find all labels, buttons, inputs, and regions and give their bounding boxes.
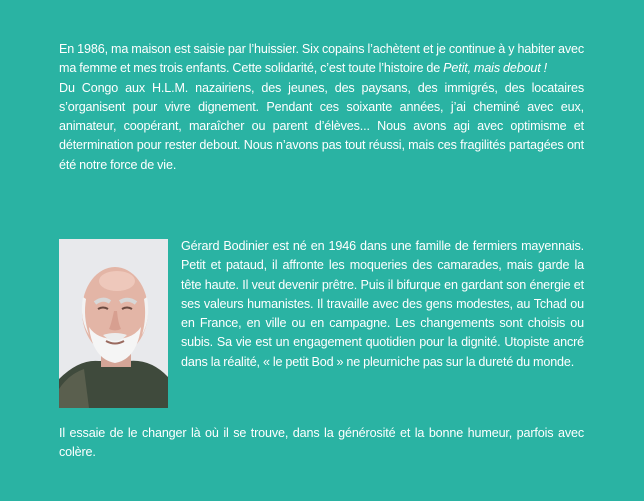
author-bio-tail bbox=[59, 424, 584, 463]
book-title: Petit, mais debout ! bbox=[443, 61, 548, 76]
bio-paragraph: Gérard Bodinier est né en 1946 dans une famille de fermiers mayennais. Petit et pataud, il affronte les moqueries des camarades, mais garde la tête haute. Il veut devenir prêtre. Puis il bifurque en gardant son énergie et ses valeurs humanistes. Il travaille avec des gens modestes, au Tchad ou en France, en ville ou en campagne. Les changements sont choisis ou subis. Sa vie est un engagement quotidien pour la dignité. Utopiste ancré dans la réalité, « le petit Bod » ne pleurniche pas sur la dureté du monde. bbox=[181, 239, 584, 369]
intro-paragraph-1 bbox=[59, 40, 584, 79]
bio-tail-paragraph: Il essaie de le changer là où il se trouve, dans la générosité et la bonne humeur, parfois avec colère. bbox=[59, 426, 584, 460]
intro-paragraph-2: Du Congo aux H.L.M. nazairiens, des jeunes, des paysans, des immigrés, des locataires s’organisent pour vivre dignement. Pendant ces soixante années, j’ai cheminé avec eux, animateur, coopérant, maraîcher ou parent d’élèves... Nous avons agi avec optimisme et détermination pour rester debout. Nous n’avons pas tout réussi, mais ces fragilités partagées ont été notre force de vie. bbox=[59, 80, 584, 172]
intro-line: En 1986, ma maison est saisie par l’huissier. Six copains l’achètent et je continue à y habiter avec ma femme et mes trois enfants. Cette solidarité, c’est toute l’histoire de bbox=[59, 42, 584, 76]
author-bio bbox=[181, 237, 584, 372]
intro-text bbox=[59, 40, 584, 175]
author-photo bbox=[59, 239, 168, 408]
